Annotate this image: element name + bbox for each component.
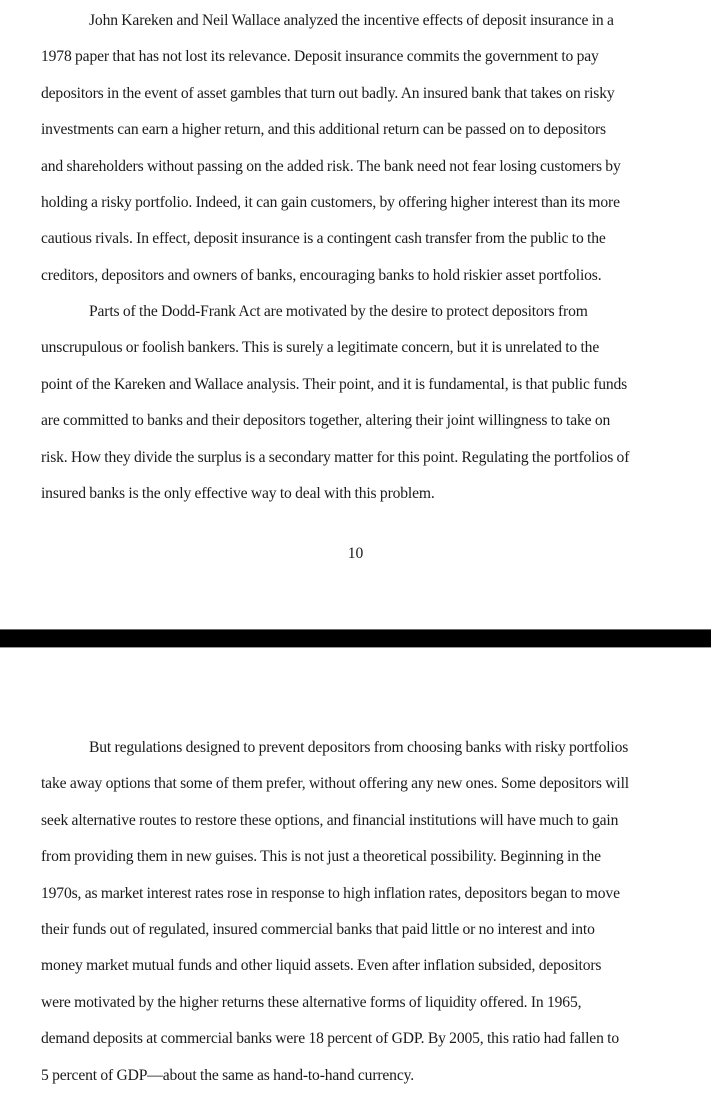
paragraph-regulations [41, 730, 681, 1094]
text-line: and shareholders without passing on the added risk. The bank need not fear losing customers by [41, 157, 621, 175]
text-line: cautious rivals. In effect, deposit insurance is a contingent cash transfer from the public to the [41, 230, 606, 248]
text-line: creditors, depositors and owners of banks, encouraging banks to hold riskier asset portfolios. [41, 266, 602, 284]
paragraph-kareken-wallace [41, 3, 681, 294]
text-line: 1970s, as market interest rates rose in response to high inflation rates, depositors began to move [41, 884, 620, 902]
text-line: risk. How they divide the surplus is a secondary matter for this point. Regulating the portfolios of [41, 448, 630, 466]
text-line: seek alternative routes to restore these options, and financial institutions will have much to gain [41, 811, 619, 829]
text-line: Parts of the Dodd-Frank Act are motivated by the desire to protect depositors from [89, 303, 588, 320]
text-line: are committed to banks and their depositors together, altering their joint willingness to take on [41, 412, 611, 430]
text-line: unscrupulous or foolish bankers. This is surely a legitimate concern, but it is unrelated to the [41, 339, 600, 357]
text-line: investments can earn a higher return, and this additional return can be passed on to depositors [41, 121, 606, 139]
text-line: from providing them in new guises. This is not just a theoretical possibility. Beginning in the [41, 848, 601, 866]
text-line: point of the Kareken and Wallace analysis. Their point, and it is fundamental, is that public funds [41, 375, 628, 393]
text-line: their funds out of regulated, insured commercial banks that paid little or no interest and into [41, 921, 595, 939]
paragraph-dodd-frank [41, 294, 681, 512]
text-line: 1978 paper that has not lost its relevance. Deposit insurance commits the government to pay [41, 48, 599, 66]
text-line: John Kareken and Neil Wallace analyzed the incentive effects of deposit insurance in a [89, 12, 614, 29]
page-separator [0, 629, 711, 648]
text-line: depositors in the event of asset gambles that turn out badly. An insured bank that takes on risky [41, 84, 615, 102]
text-line: But regulations designed to prevent depositors from choosing banks with risky portfolios [89, 739, 629, 756]
text-line: insured banks is the only effective way to deal with this problem. [41, 485, 435, 503]
text-line: were motivated by the higher returns these alternative forms of liquidity offered. In 1965, [41, 993, 582, 1011]
text-line: holding a risky portfolio. Indeed, it can gain customers, by offering higher interest than its more [41, 194, 620, 212]
text-line: money market mutual funds and other liquid assets. Even after inflation subsided, depositors [41, 957, 602, 975]
page-number: 10 [347, 545, 364, 562]
text-line: 5 percent of GDP—about the same as hand-to-hand currency. [41, 1066, 414, 1084]
text-line: take away options that some of them prefer, without offering any new ones. Some depositors will [41, 775, 629, 793]
text-line: demand deposits at commercial banks were 18 percent of GDP. By 2005, this ratio had fallen to [41, 1030, 619, 1048]
